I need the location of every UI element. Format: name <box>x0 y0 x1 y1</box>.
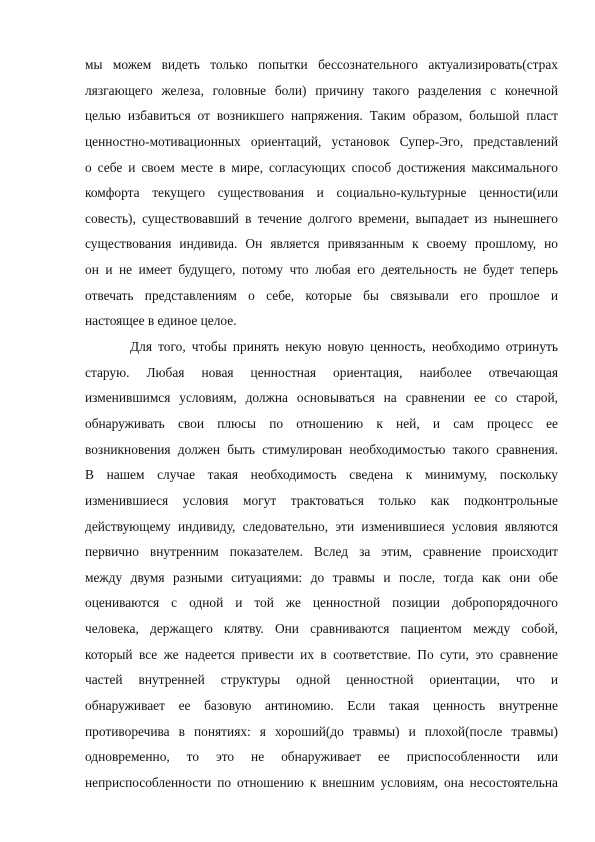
text-line: ценностно-мотивационных ориентаций, установок Супер-Эго, представлений <box>85 133 558 149</box>
text-line: обнаруживать свои плюсы по отношению к ней, и сам процесс ее <box>85 415 558 431</box>
text-line: противоречива в понятиях: я хороший(до травмы) и плохой(после травмы) <box>85 723 558 739</box>
text-line: о себе и своем месте в мире, согласующих способ достижения максимального <box>85 159 558 175</box>
text-line: частей внутренней структуры одной ценностной ориентации, что и <box>85 672 558 688</box>
text-line: между двумя разными ситуациями: до травмы и после, тогда как они обе <box>85 569 558 585</box>
text-line: возникновения должен быть стимулирован необходимостью такого сравнения. <box>85 441 558 457</box>
body-text <box>85 52 558 796</box>
text-line: человека, держащего клятву. Они сравниваются пациентом между собой, <box>85 621 558 637</box>
text-line: мы можем видеть только попытки бессознательного актуализировать(страх <box>85 57 558 72</box>
text-line: который все же надеется привести их в соответствие. По сути, это сравнение <box>85 646 558 662</box>
text-line: комфорта текущего существования и социально-культурные ценности(или <box>85 185 558 201</box>
text-line: существования индивида. Он является привязанным к своему прошлому, но <box>85 236 558 252</box>
text-line: действующему индивиду, следовательно, эти изменившиеся условия являются <box>85 518 558 534</box>
text-line: изменившиеся условия могут трактоваться только как подконтрольные <box>85 492 558 508</box>
paragraph-start-line: Для того, чтобы принять некую новую ценность, необходимо отринуть <box>130 339 558 355</box>
text-line: обнаруживает ее базовую антиномию. Если такая ценность внутренне <box>85 698 558 714</box>
text-line: целью избавиться от возникшего напряжения. Таким образом, большой пласт <box>85 108 558 124</box>
text-line: он и не имеет будущего, потому что любая его деятельность не будет теперь <box>85 262 558 278</box>
paragraph-end-line: настоящее в единое целое. <box>85 313 237 329</box>
text-line: неприспособленности по отношению к внешним условиям, она несостоятельна <box>85 774 558 790</box>
text-line: В нашем случае такая необходимость сведена к минимуму, поскольку <box>85 467 558 483</box>
text-line: лязгающего железа, головные боли) причину такого разделения с конечной <box>85 82 558 98</box>
text-line: изменившимся условиям, должна основываться на сравнении ее со старой, <box>85 390 558 406</box>
text-line: совесть), существовавший в течение долгого времени, выпадает из нынешнего <box>85 210 558 226</box>
text-line: оцениваются с одной и той же ценностной позиции добропорядочного <box>85 595 558 611</box>
text-line: первично внутренним показателем. Вслед за этим, сравнение происходит <box>85 544 558 560</box>
text-line: отвечать представлениям о себе, которые бы связывали его прошлое и <box>85 287 558 303</box>
text-line: одновременно, то это не обнаруживает ее приспособленности или <box>85 749 558 765</box>
text-line: старую. Любая новая ценностная ориентация, наиболее отвечающая <box>85 364 558 380</box>
